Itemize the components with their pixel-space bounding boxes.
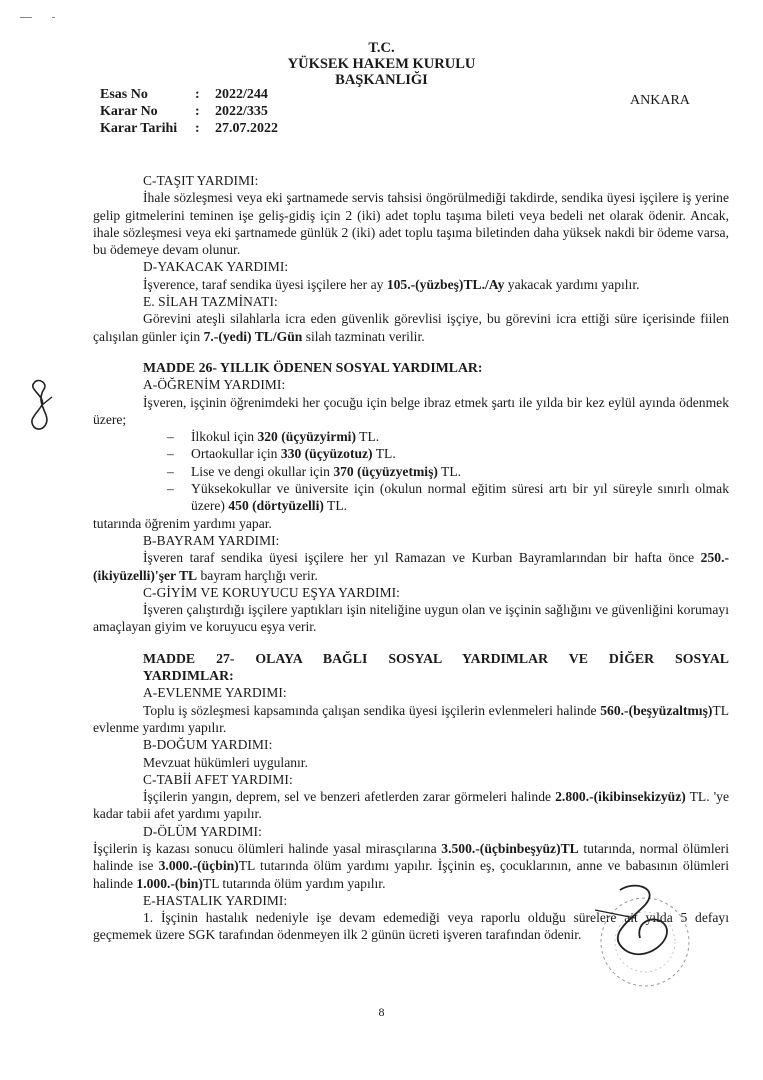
article-title-continued: YARDIMLAR:	[143, 668, 234, 684]
section-heading: A-EVLENME YARDIMI:	[143, 685, 287, 701]
meta-key: Esas No	[100, 87, 148, 102]
list-item: – Ortaokullar için 330 (üçyüzotuz) TL.	[167, 445, 729, 462]
paragraph: İşveren taraf sendika üyesi işçilere her yıl Ramazan ve Kurban Bayramlarından bir hafta önce 250.-(ikiyüzelli)'şer TL bayram harçlığı verir.	[93, 550, 729, 583]
paragraph: tutarında öğrenim yardımı yapar.	[93, 515, 272, 531]
case-meta	[100, 86, 278, 137]
article-title: MADDE 27- OLAYA BAĞLI SOSYAL YARDIMLAR VE DİĞER SOSYAL	[143, 650, 729, 666]
paragraph: İşverence, taraf sendika üyesi işçilere her ay 105.-(yüzbeş)TL./Ay yakacak yardımı yapılır.	[143, 276, 640, 292]
meta-sep: :	[195, 104, 200, 119]
section-heading: E. SİLAH TAZMİNATI:	[143, 294, 278, 310]
meta-row	[100, 103, 278, 120]
header-presidency: BAŞKANLIĞI	[335, 72, 428, 88]
page-number: 8	[378, 1005, 385, 1019]
meta-sep: :	[195, 87, 200, 102]
section-heading: C-TAŞIT YARDIMI:	[143, 173, 259, 188]
paragraph: Görevini ateşli silahlarla icra eden güvenlik görevlisi işçiye, bu görevini icra ettiği süre içerisinde fiilen çalışılan günler için 7.-(yedi) TL/Gün silah tazminatı verilir.	[93, 311, 729, 344]
paragraph: İhale sözleşmesi veya eki şartnamede servis tahsisi öngörülmediği takdirde, sendika üyesi işçilere iş yerine gelip gitmelerini teminen işe geliş-gidiş için 2 (iki) adet toplu taşıma bileti veya bedeli net olarak ödenir. Ancak, ihale sözleşmesi veya eki şartnamede günlük 2 (iki) adet toplu taşıma biletinden daha yüksek nakdi bir ödeme varsa, bu ödemeye devam olunur.	[93, 190, 729, 258]
scan-mark	[52, 17, 55, 18]
section-heading: A-ÖĞRENİM YARDIMI:	[143, 377, 286, 393]
paragraph: İşveren, işçinin öğrenimdeki her çocuğu için belge ibraz etmek şartı ile yılda bir kez eylül ayında ödenmek üzere;	[93, 394, 729, 427]
section-heading: E-HASTALIK YARDIMI:	[143, 892, 288, 908]
meta-row	[100, 120, 278, 137]
education-list	[93, 428, 729, 514]
section-heading: C-TABİİ AFET YARDIMI:	[143, 771, 293, 787]
paragraph: İşveren çalıştırdığı işçilere yaptıkları işin niteliğine uygun olan ve işçinin sağlığını ve güvenliğini korumayı amaçlayan giyim ve koruyucu eşya verir.	[93, 602, 729, 635]
article-title: MADDE 26- YILLIK ÖDENEN SOSYAL YARDIMLAR:	[143, 359, 483, 375]
section-heading: B-DOĞUM YARDIMI:	[143, 737, 273, 753]
paragraph: Mevzuat hükümleri uygulanır.	[143, 754, 308, 770]
stamp-and-signature	[565, 880, 715, 995]
meta-row	[100, 86, 278, 103]
meta-sep: :	[195, 121, 200, 136]
meta-value: 2022/244	[215, 87, 268, 102]
document-body	[93, 172, 729, 944]
meta-value: 2022/335	[215, 104, 268, 119]
meta-key: Karar No	[100, 104, 158, 119]
paragraph: İşçilerin yangın, deprem, sel ve benzeri afetlerden zarar görmeleri halinde 2.800.-(ikibinsekizyüz) TL. 'ye kadar tabii afet yardımı yapılır.	[93, 789, 729, 822]
meta-key: Karar Tarihi	[100, 121, 178, 136]
list-item: – İlkokul için 320 (üçyüzyirmi) TL.	[167, 428, 729, 445]
list-item: – Yüksekokullar ve üniversite için (okulun normal eğitim süresi artı bir yıl süreyle sınırlı olmak üzere) 450 (dörtyüzelli) TL.	[167, 480, 729, 515]
section-heading: D-ÖLÜM YARDIMI:	[143, 823, 262, 839]
meta-value: 27.07.2022	[215, 121, 278, 136]
paragraph: İşçilerin iş kazası sonucu ölümleri halinde yasal mirasçılarına 3.500.-(üçbinbeşyüz)TL tutarında, normal ölümleri halinde ise 3.000.-(üçbin)TL tutarında ölüm yardımı yapılır. İşçinin eş, çocuklarının, anne ve babasının ölümleri halinde 1.000.-(bin)TL tutarında ölüm yardım yapılır.	[93, 840, 729, 891]
header-tc: T.C.	[368, 40, 395, 56]
section-heading: B-BAYRAM YARDIMI:	[143, 532, 280, 548]
paragraph: Toplu iş sözleşmesi kapsamında çalışan sendika üyesi işçilerin evlenmeleri halinde 560.-(beşyüzaltmış)TL evlenme yardımı yapılır.	[93, 702, 729, 735]
section-heading: D-YAKACAK YARDIMI:	[143, 259, 289, 275]
scan-mark	[20, 17, 32, 18]
paragraph: 1. İşçinin hastalık nedeniyle işe devam edemediği veya raporlu olduğu sürelere ait yılda 5 defayı geçmemek üzere SGK tarafından ödenmeyen ilk 2 günün ücreti işveren tarafından ödenir.	[93, 910, 729, 943]
city-label: ANKARA	[630, 93, 690, 108]
header-institution: YÜKSEK HAKEM KURULU	[287, 56, 476, 72]
margin-initial-signature	[24, 375, 64, 435]
list-item: – Lise ve dengi okullar için 370 (üçyüzyetmiş) TL.	[167, 463, 729, 480]
section-heading: C-GİYİM VE KORUYUCU EŞYA YARDIMI:	[143, 584, 400, 600]
